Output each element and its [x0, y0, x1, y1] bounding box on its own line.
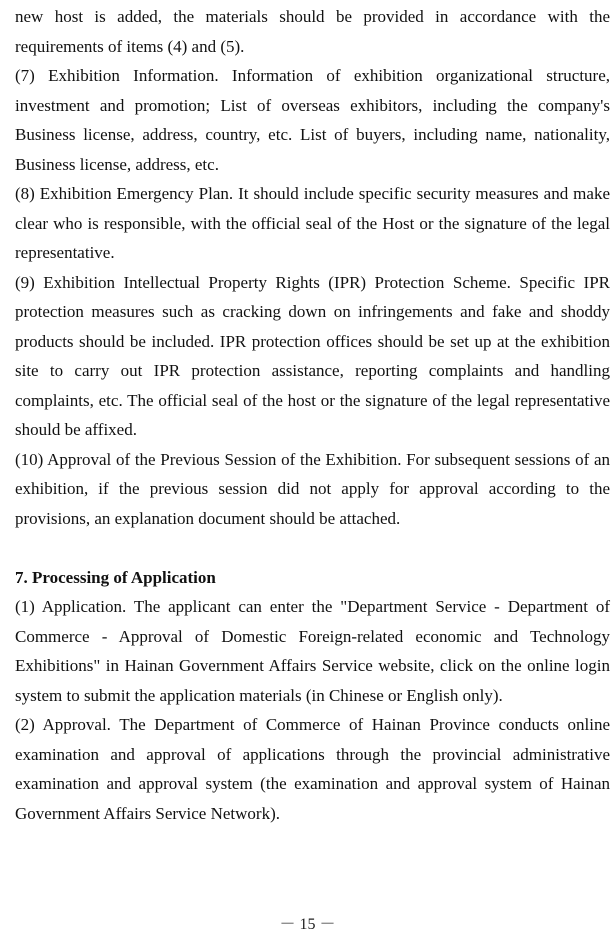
paragraph-exhibition-information: (7) Exhibition Information. Information of exhibition organizational structure, investment and promotion; List of overseas exhibitors, including the company's Business license, address, country, etc. List of buyers, including name, nationality, Business license, address, etc. — [15, 66, 610, 174]
section-spacer — [15, 533, 610, 563]
paragraph-application: (1) Application. The applicant can enter the "Department Service - Department of Commerce - Approval of Domestic Foreign-related economic and Technology Exhibitions" in Hainan Government Affairs Service website, click on the online login system to submit the application materials (in Chinese or English only). — [15, 597, 610, 705]
paragraph-previous-session: (10) Approval of the Previous Session of the Exhibition. For subsequent sessions of an exhibition, if the previous session did not apply for approval according to the provisions, an explanation document should be attached. — [15, 449, 610, 528]
document-page — [15, 2, 610, 828]
paragraph-continuation: new host is added, the materials should be provided in accordance with the requirements of items (4) and (5). — [15, 7, 610, 56]
paragraph-ipr-protection: (9) Exhibition Intellectual Property Rights (IPR) Protection Scheme. Specific IPR protection measures such as cracking down on infringements and fake and shoddy products should be included. IPR protection offices should be set up at the exhibition site to carry out IPR protection assistance, reporting complaints and handling complaints, etc. The official seal of the host or the signature of the legal representative should be affixed. — [15, 272, 610, 439]
paragraph-approval: (2) Approval. The Department of Commerce of Hainan Province conducts online examination and approval of applications through the provincial administrative examination and approval system (the examination and approval system of Hainan Government Affairs Service Network). — [15, 715, 610, 823]
paragraph-emergency-plan: (8) Exhibition Emergency Plan. It should include specific security measures and make clear who is responsible, with the official seal of the Host or the signature of the legal representative. — [15, 184, 610, 262]
page-number: － 15 － — [279, 916, 336, 933]
section-heading: 7. Processing of Application — [15, 567, 216, 587]
